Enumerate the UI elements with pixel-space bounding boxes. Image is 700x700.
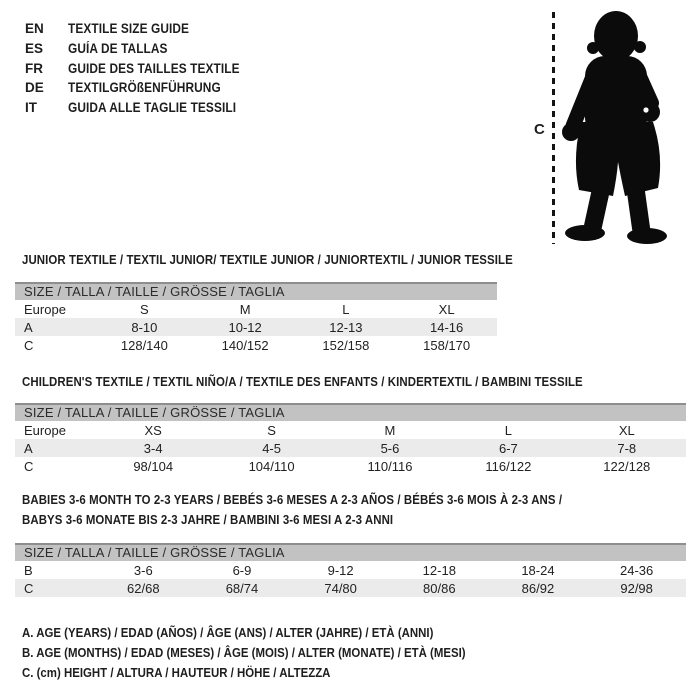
height-cell: 62/68	[127, 580, 160, 596]
height-cell: 68/74	[225, 580, 259, 596]
table-row	[15, 300, 497, 318]
guide-title: GUIDE DES TAILLES TEXTILE	[68, 60, 240, 76]
table-row	[15, 579, 686, 597]
row-label: C	[24, 337, 34, 353]
height-cell: 104/110	[248, 458, 295, 474]
age-cell: 6-9	[232, 562, 252, 578]
age-cell: 12-13	[329, 319, 363, 335]
table-row	[15, 318, 497, 336]
legend-line-b: B. AGE (MONTHS) / EDAD (MESES) / ÂGE (MOIS) / ALTER (MONATE) / ETÀ (MESI)	[22, 645, 466, 660]
table-row	[15, 439, 686, 457]
legend-line-c: C. (cm) HEIGHT / ALTURA / HAUTEUR / HÖHE / ALTEZZA	[22, 665, 331, 680]
age-cell: 18-24	[521, 562, 555, 578]
babies-section-title-line2: BABYS 3-6 MONATE BIS 2-3 JAHRE / BAMBINI 3-6 MESI A 2-3 ANNI	[22, 512, 394, 527]
size-cell: M	[384, 422, 396, 438]
age-cell: 10-12	[228, 319, 262, 335]
row-label: C	[24, 458, 34, 474]
language-code: FR	[25, 60, 43, 76]
age-cell: 4-5	[262, 440, 281, 456]
junior-section-title: JUNIOR TEXTILE / TEXTIL JUNIOR/ TEXTILE JUNIOR / JUNIORTEXTIL / JUNIOR TESSILE	[22, 252, 513, 267]
size-header-band: SIZE / TALLA / TAILLE / GRÖSSE / TAGLIA	[15, 282, 497, 300]
guide-title: TEXTILE SIZE GUIDE	[68, 21, 190, 37]
age-cell: 5-6	[380, 440, 400, 456]
size-cell: L	[342, 301, 350, 317]
age-cell: 3-4	[143, 440, 163, 456]
row-label: Europe	[24, 422, 66, 438]
age-cell: 24-36	[620, 562, 654, 578]
row-label: B	[24, 562, 33, 578]
height-cell: 92/98	[620, 580, 653, 596]
language-code: EN	[25, 21, 44, 37]
babies-section-title-line1: BABIES 3-6 MONTH TO 2-3 YEARS / BEBÉS 3-6 MESES A 2-3 AÑOS / BÉBÉS 3-6 MOIS À 2-3 ANS /	[22, 492, 563, 507]
row-label: A	[24, 440, 33, 456]
toddler-silhouette-image	[555, 0, 700, 248]
height-cell: 98/104	[133, 458, 174, 474]
list-item	[25, 19, 263, 39]
children-section-title: CHILDREN'S TEXTILE / TEXTIL NIÑO/A / TEXTILE DES ENFANTS / KINDERTEXTIL / BAMBINI TESSILE	[22, 374, 583, 389]
table-row	[15, 336, 497, 354]
age-cell: 7-8	[617, 440, 637, 456]
height-measure-label: C	[534, 121, 545, 138]
guide-title: GUÍA DE TALLAS	[68, 41, 168, 57]
measure-legend	[22, 623, 526, 683]
size-cell: M	[239, 301, 251, 317]
height-cell: 110/116	[367, 458, 413, 474]
size-cell: XL	[438, 301, 455, 317]
age-cell: 6-7	[498, 440, 518, 456]
language-code: DE	[25, 80, 44, 96]
row-label: A	[24, 319, 33, 335]
height-cell: 86/92	[521, 580, 555, 596]
height-cell: 158/170	[423, 337, 471, 353]
height-cell: 80/86	[423, 580, 456, 596]
list-item	[25, 39, 263, 59]
age-cell: 8-10	[131, 319, 158, 335]
list-item	[25, 98, 263, 118]
children-size-table	[15, 403, 686, 475]
row-label: C	[24, 580, 34, 596]
table-row	[15, 561, 686, 579]
language-title-list	[25, 19, 263, 117]
guide-title: TEXTILGRÖßENFÜHRUNG	[68, 80, 221, 96]
size-cell: XL	[618, 422, 635, 438]
table-row	[15, 421, 686, 439]
height-cell: 140/152	[221, 337, 269, 353]
table-row	[15, 457, 686, 475]
height-cell: 116/122	[485, 458, 532, 474]
size-cell: L	[504, 422, 512, 438]
guide-title: GUIDA ALLE TAGLIE TESSILI	[68, 100, 237, 116]
size-cell: S	[267, 422, 276, 438]
height-cell: 74/80	[324, 580, 357, 596]
babies-size-table	[15, 543, 686, 597]
height-cell: 128/140	[120, 337, 168, 353]
size-cell: XS	[144, 422, 162, 438]
size-cell: S	[140, 301, 149, 317]
size-header-band: SIZE / TALLA / TAILLE / GRÖSSE / TAGLIA	[15, 403, 686, 421]
list-item	[25, 58, 263, 78]
size-header-band: SIZE / TALLA / TAILLE / GRÖSSE / TAGLIA	[15, 543, 686, 561]
language-code: ES	[25, 41, 44, 57]
height-cell: 152/158	[322, 337, 370, 353]
language-code: IT	[25, 100, 37, 116]
height-cell: 122/128	[603, 458, 651, 474]
junior-size-table	[15, 282, 497, 354]
age-cell: 3-6	[133, 562, 153, 578]
age-cell: 9-12	[327, 562, 354, 578]
row-label: Europe	[24, 301, 66, 317]
age-cell: 14-16	[430, 319, 464, 335]
legend-line-a: A. AGE (YEARS) / EDAD (AÑOS) / ÂGE (ANS) / ALTER (JAHRE) / ETÀ (ANNI)	[22, 625, 434, 640]
list-item	[25, 78, 263, 98]
age-cell: 12-18	[422, 562, 456, 578]
